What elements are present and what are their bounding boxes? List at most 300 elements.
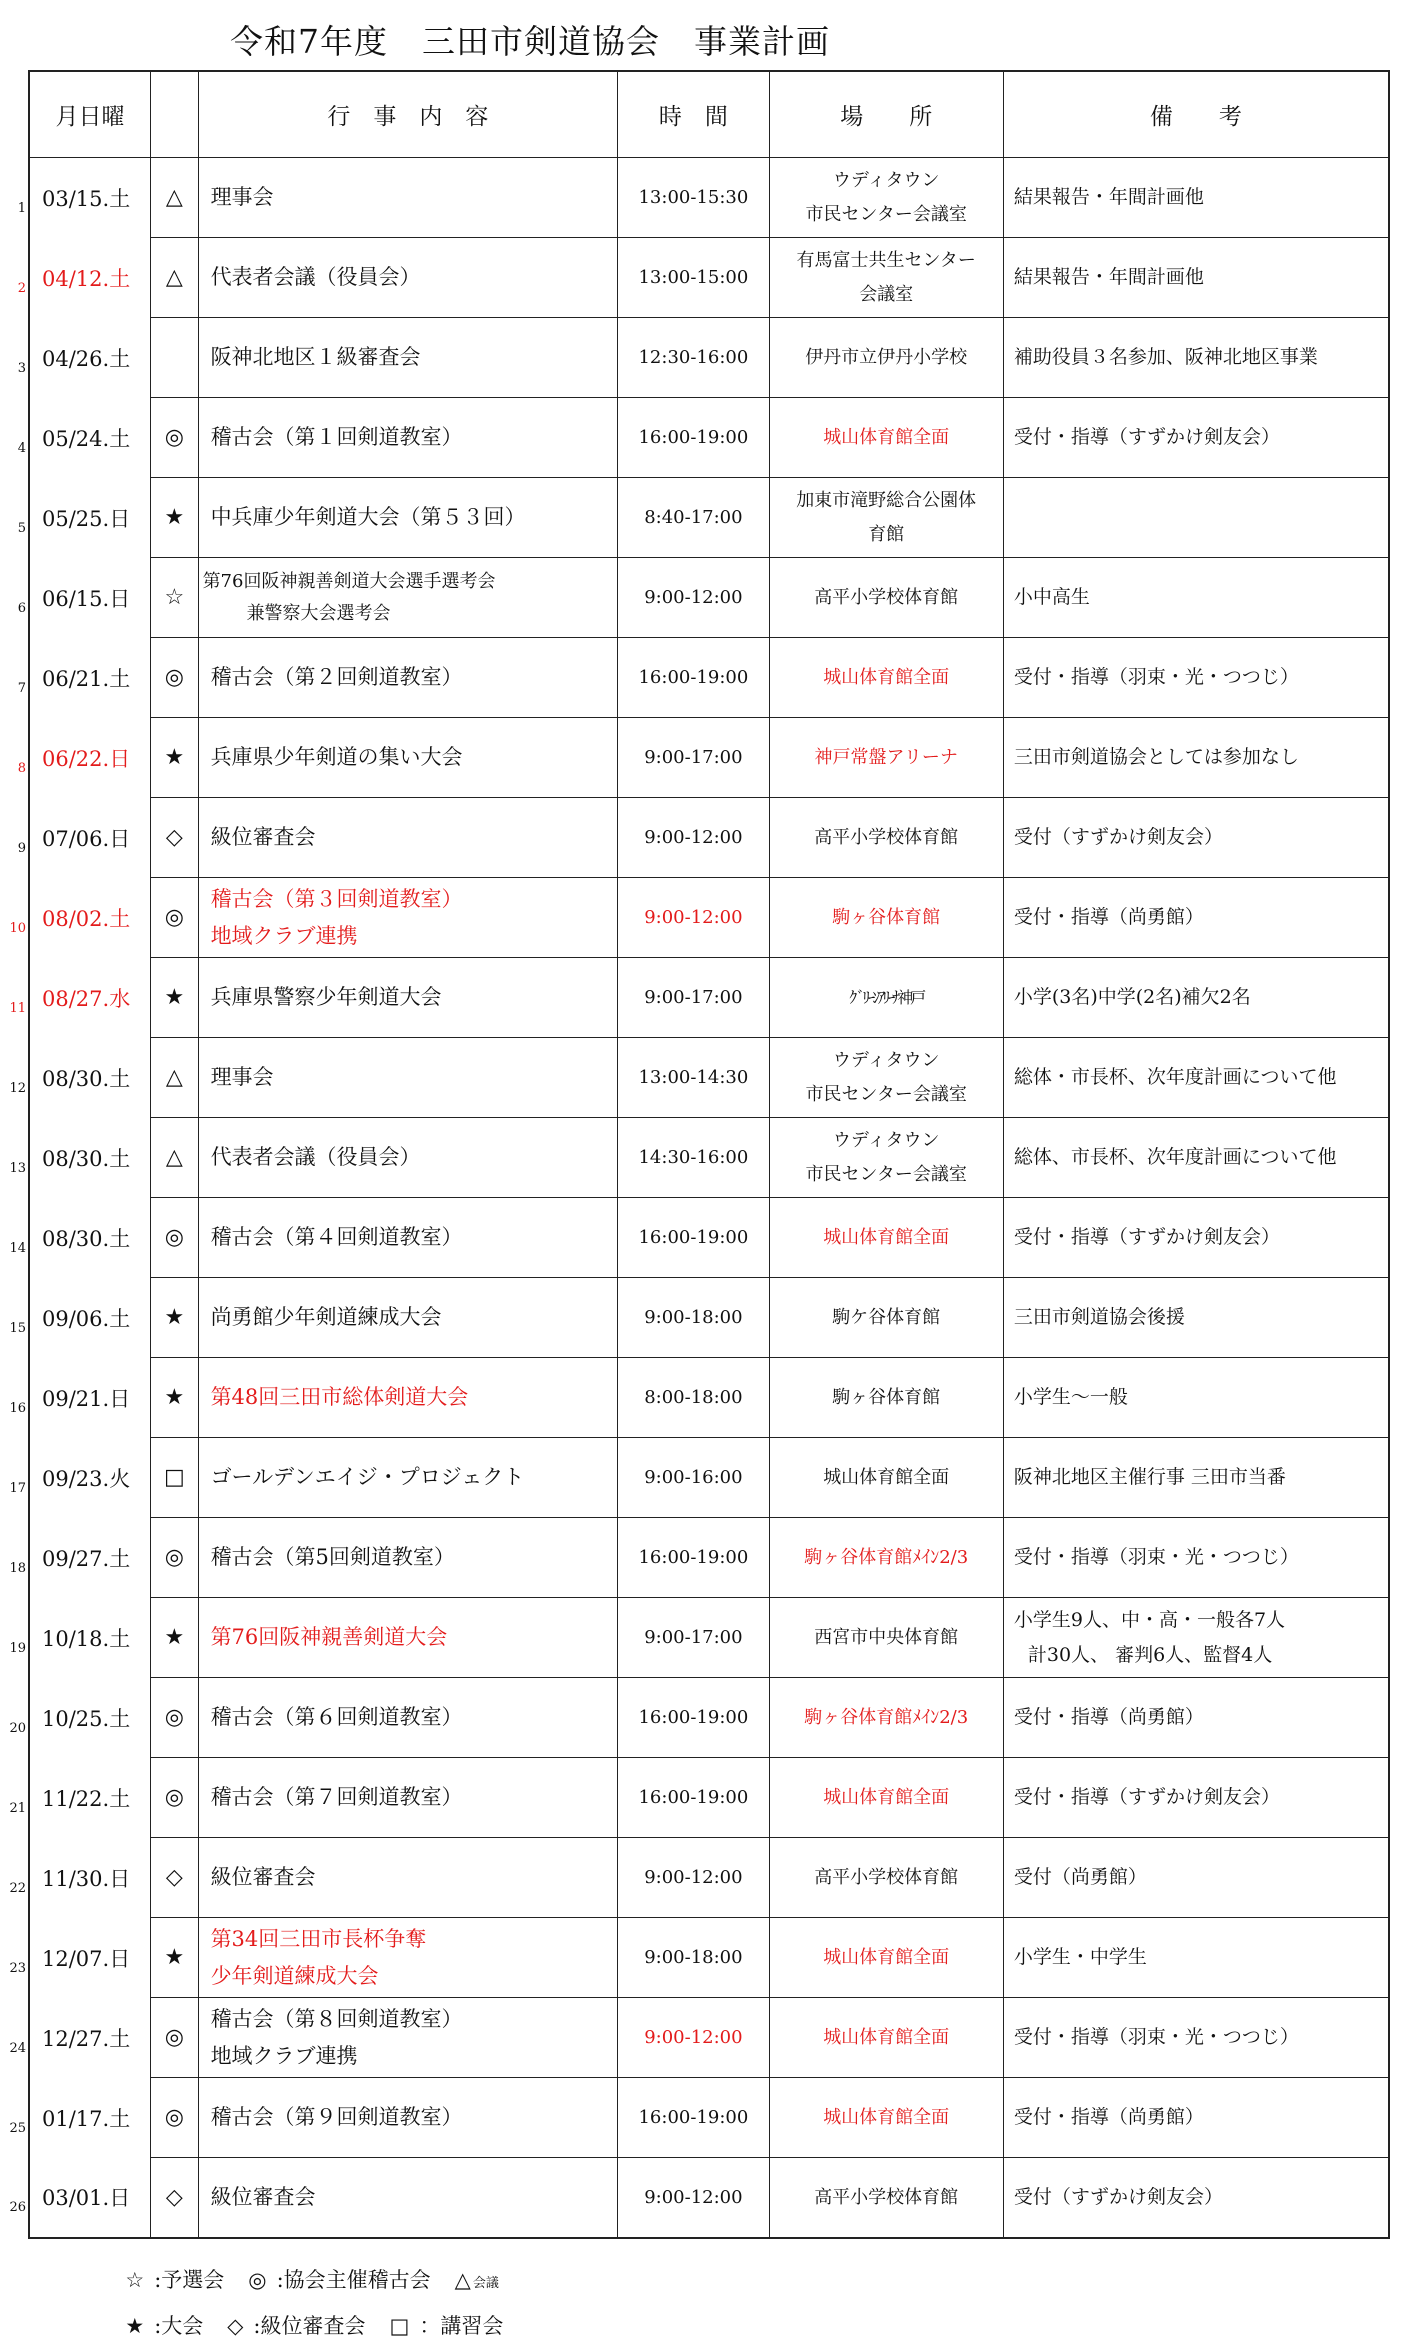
date-cell: [9, 1118, 151, 1198]
note-cell: [1003, 398, 1389, 478]
table-row: [29, 1358, 1389, 1438]
time-cell: 16:00-19:00: [618, 638, 769, 718]
header-mark: [151, 71, 198, 158]
date-text: 08/30.土: [42, 1226, 131, 1251]
date-cell: [17, 398, 151, 478]
date-text: 06/15.日: [42, 586, 131, 611]
row-number: 5: [17, 520, 26, 536]
time-cell: 9:00-17:00: [618, 958, 769, 1038]
event-cell: [198, 718, 618, 798]
time-cell: 9:00-16:00: [618, 1438, 769, 1518]
place-line: 加東市滝野総合公園体: [796, 490, 977, 512]
row-number: 18: [9, 1560, 26, 1576]
category-mark-icon: ★: [151, 1598, 198, 1678]
event-line: 稽古会（第９回剣道教室）: [210, 2105, 463, 2130]
place-cell: [769, 1678, 1003, 1758]
legend-triangle-icon: △: [454, 2268, 471, 2292]
note-line: 受付・指導（すずかけ剣友会）: [1013, 426, 1281, 449]
place-line: 高平小学校体育館: [814, 826, 959, 848]
legend-square-icon: □: [389, 2314, 410, 2338]
row-number: 3: [17, 360, 26, 376]
legend-line-2: [112, 2286, 513, 2340]
event-line: 第76回阪神親善剣道大会選手選考会: [202, 571, 496, 592]
event-line: 第34回三田市長杯争奪: [210, 1926, 427, 1951]
category-mark-icon: ◎: [151, 1678, 198, 1758]
place-cell: [769, 958, 1003, 1038]
event-line: 兵庫県少年剣道の集い大会: [210, 745, 463, 770]
event-line: 兵庫県警察少年剣道大会: [210, 985, 442, 1010]
place-line: 市民センター会議室: [805, 203, 967, 225]
time-cell: 16:00-19:00: [618, 1518, 769, 1598]
place-line: 伊丹市立伊丹小学校: [805, 346, 968, 368]
event-cell: [198, 398, 618, 478]
note-cell: [1003, 958, 1389, 1038]
place-line: 城山体育館全面: [823, 1946, 950, 1968]
place-cell: [769, 2158, 1003, 2238]
row-number: 11: [9, 1000, 26, 1016]
date-cell: [9, 1198, 151, 1278]
note-cell: [1003, 1758, 1389, 1838]
note-cell: [1003, 1118, 1389, 1198]
note-cell: [1003, 1918, 1389, 1998]
note-line: 三田市剣道協会としては参加なし: [1013, 746, 1299, 769]
place-cell: [769, 398, 1003, 478]
event-line: 阪神北地区１級審査会: [210, 345, 421, 370]
time-cell: 16:00-19:00: [618, 398, 769, 478]
note-cell: [1003, 878, 1389, 958]
legend-text: :協会主催稽古会: [276, 2268, 431, 2292]
row-number: 21: [9, 1800, 26, 1816]
place-cell: [769, 1838, 1003, 1918]
place-line: 城山体育館全面: [823, 666, 950, 688]
note-line: 小学生～一般: [1013, 1386, 1128, 1409]
legend-text: ：講習会: [419, 2314, 504, 2338]
event-cell: [198, 558, 618, 638]
date-text: 12/07.日: [42, 1946, 131, 1971]
event-line: 理事会: [210, 1065, 274, 1090]
table-row: [29, 1758, 1389, 1838]
event-line: 理事会: [210, 185, 274, 210]
place-line: 高平小学校体育館: [814, 2186, 959, 2208]
event-line: 稽古会（第４回剣道教室）: [210, 1225, 463, 1250]
row-number: 9: [17, 840, 26, 856]
legend-text: 会議: [472, 2276, 499, 2291]
time-cell: 9:00-12:00: [618, 1838, 769, 1918]
note-line: 受付・指導（すずかけ剣友会）: [1013, 1786, 1281, 1809]
row-number: 10: [9, 920, 26, 936]
date-text: 03/01.日: [42, 2186, 131, 2210]
category-mark-icon: ◎: [151, 1198, 198, 1278]
time-cell: 16:00-19:00: [618, 1678, 769, 1758]
event-cell: [198, 1438, 618, 1518]
place-line: 城山体育館全面: [823, 2026, 950, 2048]
event-line: 稽古会（第３回剣道教室）: [210, 886, 463, 911]
place-line: 神戸常盤アリーナ: [814, 746, 958, 768]
note-line: 受付・指導（羽束・光・つつじ）: [1013, 666, 1299, 689]
time-cell: 16:00-19:00: [618, 2078, 769, 2158]
row-number: 20: [9, 1720, 26, 1736]
note-line: 結果報告・年間計画他: [1013, 186, 1204, 209]
category-mark-icon: ◇: [151, 1838, 198, 1918]
table-row: [29, 398, 1389, 478]
date-text: 10/25.土: [42, 1706, 131, 1731]
date-cell: [9, 1038, 151, 1118]
table-row: [29, 2078, 1389, 2158]
place-cell: [769, 1358, 1003, 1438]
row-number: 16: [9, 1400, 26, 1416]
date-text: 08/02.土: [42, 906, 131, 931]
category-mark-icon: ◇: [151, 798, 198, 878]
event-cell: [198, 318, 618, 398]
time-cell: 9:00-12:00: [618, 1998, 769, 2078]
event-line: 少年剣道練成大会: [210, 1963, 379, 1988]
row-number: 6: [17, 600, 26, 616]
date-text: 05/25.日: [42, 506, 131, 531]
date-cell: [9, 878, 151, 958]
table-row: [29, 1918, 1389, 1998]
note-cell: [1003, 1438, 1389, 1518]
event-cell: [198, 1678, 618, 1758]
note-line: 小学生・中学生: [1013, 1946, 1147, 1969]
place-cell: [769, 1758, 1003, 1838]
place-line: ｸﾞﾘｰﾝｱﾘｰﾅ神戸: [849, 987, 924, 1007]
note-cell: [1003, 1358, 1389, 1438]
event-cell: [198, 1598, 618, 1678]
schedule-table: [9, 70, 1390, 2239]
date-text: 08/30.土: [42, 1066, 131, 1091]
note-line: 受付・指導（尚勇館）: [1013, 906, 1204, 929]
row-number: 4: [17, 440, 26, 456]
time-cell: 9:00-17:00: [618, 1598, 769, 1678]
category-mark-icon: □: [151, 1438, 198, 1518]
note-line: 三田市剣道協会後援: [1013, 1306, 1185, 1329]
table-row: [29, 1518, 1389, 1598]
category-mark-icon: ◎: [151, 2078, 198, 2158]
note-line: 補助役員３名参加、阪神北地区事業: [1013, 346, 1318, 369]
time-cell: 13:00-15:00: [618, 238, 769, 318]
event-line: 第48回三田市総体剣道大会: [210, 1385, 469, 1410]
note-line: 受付（すずかけ剣友会）: [1013, 826, 1224, 849]
place-line: 城山体育館全面: [823, 1466, 950, 1488]
place-line: 育館: [868, 523, 905, 545]
table-row: [29, 958, 1389, 1038]
event-cell: [198, 878, 618, 958]
table-row: [29, 238, 1389, 318]
note-cell: [1003, 478, 1389, 558]
row-number: 15: [9, 1320, 26, 1336]
note-line: 計30人、 審判6人、監督4人: [1027, 1643, 1273, 1666]
header-event: 行 事 内 容: [198, 71, 618, 158]
note-line: 小中高生: [1013, 586, 1090, 609]
note-cell: [1003, 1838, 1389, 1918]
note-cell: [1003, 558, 1389, 638]
legend-double-circle-icon: ◎: [248, 2268, 267, 2292]
date-text: 07/06.日: [42, 826, 131, 851]
date-cell: [9, 1278, 151, 1358]
row-number: 23: [9, 1960, 26, 1976]
category-mark-icon: ◎: [151, 1758, 198, 1838]
date-cell: [17, 798, 151, 878]
event-line: ゴールデンエイジ・プロジェクト: [210, 1465, 525, 1490]
category-mark-icon: ★: [151, 478, 198, 558]
event-line: 中兵庫少年剣道大会（第５３回）: [210, 505, 526, 530]
event-cell: [198, 238, 618, 318]
event-line: 稽古会（第６回剣道教室）: [210, 1705, 463, 1730]
date-text: 12/27.土: [42, 2026, 131, 2051]
date-cell: [9, 1598, 151, 1678]
category-mark-icon: ◎: [151, 1518, 198, 1598]
place-cell: [769, 718, 1003, 798]
date-text: 11/30.日: [42, 1866, 131, 1891]
event-cell: [198, 958, 618, 1038]
row-number: 12: [9, 1080, 26, 1096]
place-cell: [769, 1918, 1003, 1998]
legend-text: :級位審査会: [253, 2314, 366, 2338]
row-number: 13: [9, 1160, 26, 1176]
row-number: 1: [17, 200, 26, 216]
event-cell: [198, 2078, 618, 2158]
note-line: 総体・市長杯、次年度計画について他: [1013, 1066, 1337, 1089]
row-number: 22: [9, 1880, 26, 1896]
note-cell: [1003, 1678, 1389, 1758]
event-line: 尚勇館少年剣道練成大会: [210, 1305, 442, 1330]
place-line: ウディタウン: [832, 170, 940, 192]
note-cell: [1003, 2158, 1389, 2238]
time-cell: 9:00-18:00: [618, 1918, 769, 1998]
place-cell: [769, 318, 1003, 398]
place-line: 高平小学校体育館: [814, 1866, 959, 1888]
event-line: 代表者会議（役員会）: [210, 1145, 421, 1170]
note-line: 阪神北地区主催行事 三田市当番: [1013, 1466, 1286, 1489]
row-number: 19: [9, 1640, 26, 1656]
header-place: 場 所: [769, 71, 1003, 158]
place-cell: [769, 1438, 1003, 1518]
time-cell: 9:00-12:00: [618, 2158, 769, 2238]
category-mark-icon: [151, 318, 198, 398]
date-text: 09/27.土: [42, 1546, 131, 1571]
category-mark-icon: △: [151, 158, 198, 238]
event-cell: [198, 478, 618, 558]
date-text: 04/26.土: [42, 346, 131, 371]
table-row: [29, 718, 1389, 798]
category-mark-icon: ☆: [151, 558, 198, 638]
date-cell: [9, 2158, 151, 2238]
place-cell: [769, 2078, 1003, 2158]
place-line: 城山体育館全面: [823, 2106, 950, 2128]
event-cell: [198, 1358, 618, 1438]
time-cell: 9:00-12:00: [618, 878, 769, 958]
note-cell: [1003, 1038, 1389, 1118]
note-line: 受付（尚勇館）: [1013, 1866, 1147, 1889]
row-number: 8: [17, 760, 26, 776]
event-cell: [198, 798, 618, 878]
date-cell: [17, 238, 151, 318]
date-cell: [17, 638, 151, 718]
event-cell: [198, 1918, 618, 1998]
table-row: [29, 1038, 1389, 1118]
category-mark-icon: ◎: [151, 878, 198, 958]
note-cell: [1003, 2078, 1389, 2158]
place-line: 市民センター会議室: [805, 1163, 967, 1185]
category-mark-icon: ★: [151, 1278, 198, 1358]
note-cell: [1003, 1278, 1389, 1358]
date-cell: [9, 1518, 151, 1598]
category-mark-icon: ◎: [151, 398, 198, 478]
time-cell: 12:30-16:00: [618, 318, 769, 398]
note-cell: [1003, 638, 1389, 718]
table-row: [29, 798, 1389, 878]
place-line: 駒ヶ谷体育館: [832, 906, 941, 928]
note-line: 総体、市長杯、次年度計画について他: [1013, 1146, 1337, 1169]
row-number: 7: [17, 680, 26, 696]
event-cell: [198, 1198, 618, 1278]
time-cell: 14:30-16:00: [618, 1118, 769, 1198]
date-text: 08/27.水: [42, 986, 131, 1011]
place-cell: [769, 1518, 1003, 1598]
event-line: 地域クラブ連携: [210, 923, 358, 948]
place-cell: [769, 1998, 1003, 2078]
category-mark-icon: △: [151, 238, 198, 318]
time-cell: 16:00-19:00: [618, 1198, 769, 1278]
category-mark-icon: ◇: [151, 2158, 198, 2238]
row-number: 17: [9, 1480, 26, 1496]
place-line: ウディタウン: [832, 1050, 940, 1072]
event-cell: [198, 1838, 618, 1918]
table-row: [29, 1998, 1389, 2078]
place-line: 城山体育館全面: [823, 426, 950, 448]
table-row: [29, 1678, 1389, 1758]
place-line: 会議室: [859, 283, 914, 305]
date-cell: [9, 1918, 151, 1998]
date-text: 03/15.土: [42, 186, 131, 211]
table-row: [29, 1278, 1389, 1358]
note-cell: [1003, 238, 1389, 318]
time-cell: 13:00-15:30: [618, 158, 769, 238]
header-note: 備 考: [1003, 71, 1389, 158]
event-line: 兼警察大会選考会: [246, 602, 391, 624]
legend-diamond-icon: ◇: [227, 2314, 244, 2338]
note-cell: [1003, 718, 1389, 798]
note-line: 受付・指導（尚勇館）: [1013, 1706, 1204, 1729]
event-line: 第76回阪神親善剣道大会: [210, 1625, 448, 1650]
note-line: 受付・指導（すずかけ剣友会）: [1013, 1226, 1281, 1249]
time-cell: 9:00-17:00: [618, 718, 769, 798]
note-line: 小学(3名)中学(2名)補欠2名: [1013, 986, 1251, 1009]
event-line: 稽古会（第２回剣道教室）: [210, 665, 463, 690]
event-line: 代表者会議（役員会）: [210, 265, 421, 290]
event-cell: [198, 1758, 618, 1838]
event-line: 稽古会（第８回剣道教室）: [210, 2006, 463, 2031]
date-cell: [9, 1678, 151, 1758]
legend-text: :予選会: [154, 2268, 225, 2292]
place-cell: [769, 478, 1003, 558]
table-row: [29, 638, 1389, 718]
date-text: 08/30.土: [42, 1146, 131, 1171]
time-cell: 9:00-18:00: [618, 1278, 769, 1358]
place-line: 有馬富士共生センター: [796, 250, 976, 272]
event-cell: [198, 1998, 618, 2078]
date-cell: [17, 558, 151, 638]
note-line: 受付・指導（羽束・光・つつじ）: [1013, 2026, 1299, 2049]
event-cell: [198, 1518, 618, 1598]
place-cell: [769, 158, 1003, 238]
table-row: [29, 558, 1389, 638]
date-cell: [17, 158, 151, 238]
category-mark-icon: ★: [151, 718, 198, 798]
time-cell: 9:00-12:00: [618, 558, 769, 638]
event-cell: [198, 1118, 618, 1198]
note-cell: [1003, 1998, 1389, 2078]
event-cell: [198, 1278, 618, 1358]
place-line: ウディタウン: [832, 1130, 940, 1152]
date-text: 10/18.土: [42, 1626, 131, 1651]
category-mark-icon: ◎: [151, 638, 198, 718]
legend-text: :大会: [154, 2314, 204, 2338]
category-mark-icon: ★: [151, 1918, 198, 1998]
table-row: [29, 1438, 1389, 1518]
note-cell: [1003, 1598, 1389, 1678]
legend-star-outline-icon: ☆: [125, 2268, 145, 2292]
date-cell: [9, 2078, 151, 2158]
note-line: 受付（すずかけ剣友会）: [1013, 2186, 1224, 2209]
time-cell: 8:00-18:00: [618, 1358, 769, 1438]
event-cell: [198, 2158, 618, 2238]
page-title: 令和7年度 三田市剣道協会 事業計画: [230, 22, 830, 61]
date-cell: [9, 1438, 151, 1518]
event-line: 級位審査会: [210, 825, 316, 850]
place-cell: [769, 1598, 1003, 1678]
table-row: [29, 1598, 1389, 1678]
time-cell: 16:00-19:00: [618, 1758, 769, 1838]
event-cell: [198, 1038, 618, 1118]
note-cell: [1003, 1518, 1389, 1598]
note-cell: [1003, 158, 1389, 238]
category-mark-icon: △: [151, 1118, 198, 1198]
row-number: 2: [17, 280, 26, 296]
place-cell: [769, 1278, 1003, 1358]
date-cell: [17, 478, 151, 558]
place-cell: [769, 1038, 1003, 1118]
header-row: [29, 71, 1389, 158]
place-line: 駒ケ谷体育館: [832, 1306, 941, 1328]
date-text: 01/17.土: [42, 2106, 131, 2131]
place-line: 城山体育館全面: [823, 1226, 950, 1248]
place-line: 高平小学校体育館: [814, 586, 959, 608]
event-line: 級位審査会: [210, 1865, 316, 1890]
event-line: 稽古会（第７回剣道教室）: [210, 1785, 463, 1810]
place-cell: [769, 1198, 1003, 1278]
table-row: [29, 2158, 1389, 2238]
date-text: 11/22.土: [42, 1786, 131, 1811]
time-cell: 9:00-12:00: [618, 798, 769, 878]
note-line: 受付・指導（羽束・光・つつじ）: [1013, 1546, 1299, 1569]
event-cell: [198, 638, 618, 718]
header-date: 月日曜: [29, 71, 151, 158]
place-line: 駒ヶ谷体育館ﾒｲﾝ2/3: [804, 1546, 969, 1568]
place-cell: [769, 878, 1003, 958]
note-line: 結果報告・年間計画他: [1013, 266, 1204, 289]
place-line: 市民センター会議室: [805, 1083, 967, 1105]
date-text: 06/22.日: [42, 746, 131, 771]
date-text: 04/12.土: [42, 266, 131, 291]
event-line: 級位審査会: [210, 2184, 316, 2209]
row-number: 24: [9, 2040, 26, 2056]
table-row: [29, 478, 1389, 558]
date-text: 06/21.土: [42, 666, 131, 691]
table-row: [29, 1838, 1389, 1918]
date-cell: [17, 318, 151, 398]
date-cell: [9, 1758, 151, 1838]
